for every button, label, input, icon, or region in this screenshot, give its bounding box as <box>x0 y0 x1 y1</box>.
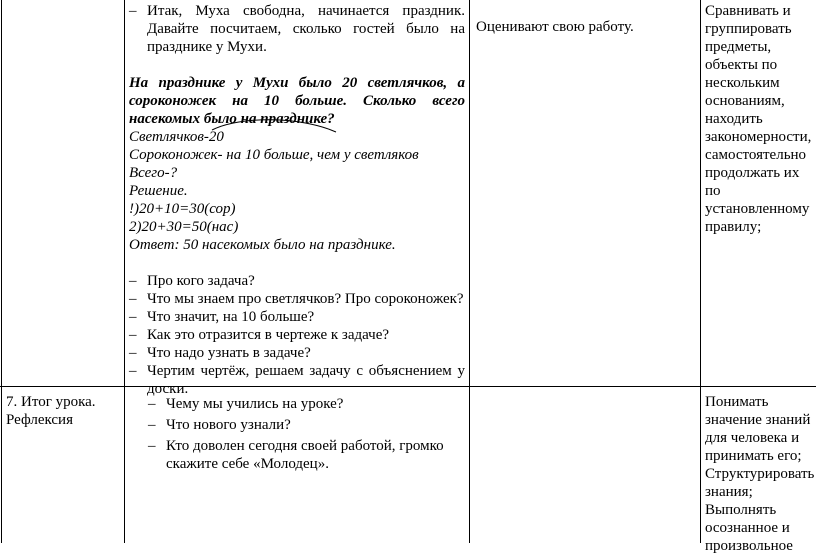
problem-statement: На празднике у Мухи было 20 светлячков, а сороконожек на 10 больше. Сколько всего насекомых было на празднике? <box>129 75 465 127</box>
problem-line: Всего-? <box>129 165 178 181</box>
intro-text: Итак, Муха свободна, начинается праздник. Давайте посчитаем, сколько гостей было на празднике у Мухи. <box>147 3 465 55</box>
reflection-item <box>148 437 448 473</box>
arc-path <box>212 120 336 132</box>
row1-student-activity: Оценивают свою работу. <box>476 19 634 35</box>
question-text: Про кого задача? <box>147 273 255 289</box>
reflection-text: Кто доволен сегодня своей работой, громко скажите себе «Молодец». <box>166 438 444 472</box>
row2-stage-title: 7. Итог урока. Рефлексия <box>6 394 96 428</box>
row1-skills: Сравнивать и группировать предметы, объекты по нескольким основаниям, находить закономерности, самостоятельно продолжать их по установленному правилу; <box>705 3 812 235</box>
solution-step: 2)20+30=50(нас) <box>129 219 239 235</box>
solution-heading: Решение. <box>129 183 188 199</box>
question-text: Как это отразится в чертеже к задаче? <box>147 327 390 343</box>
problem-line: Сороконожек- на 10 больше, чем у светляков <box>129 147 419 163</box>
question-text: Что мы знаем про светлячков? Про сороконожек? <box>147 291 464 307</box>
row2-lesson-content <box>148 395 448 473</box>
answer-line: Ответ: 50 насекомых было на празднике. <box>129 237 396 253</box>
row2-skills: Понимать значение знаний для человека и принимать его; Структурировать знания; Выполнять осознанное и произвольное <box>705 394 815 554</box>
reflection-item <box>148 395 448 413</box>
question-text: Чертим чертёж, решаем задачу с объяснением у доски. <box>147 363 465 397</box>
reflection-text: Что нового узнали? <box>166 417 291 433</box>
solution-step: !)20+10=30(сор) <box>129 201 236 217</box>
reflection-item <box>148 416 448 434</box>
reflection-text: Чему мы учились на уроке? <box>166 396 344 412</box>
question-text: Что значит, на 10 больше? <box>147 309 315 325</box>
question-text: Что надо узнать в задаче? <box>147 345 311 361</box>
problem-line: Светлячков-20 <box>129 129 224 145</box>
